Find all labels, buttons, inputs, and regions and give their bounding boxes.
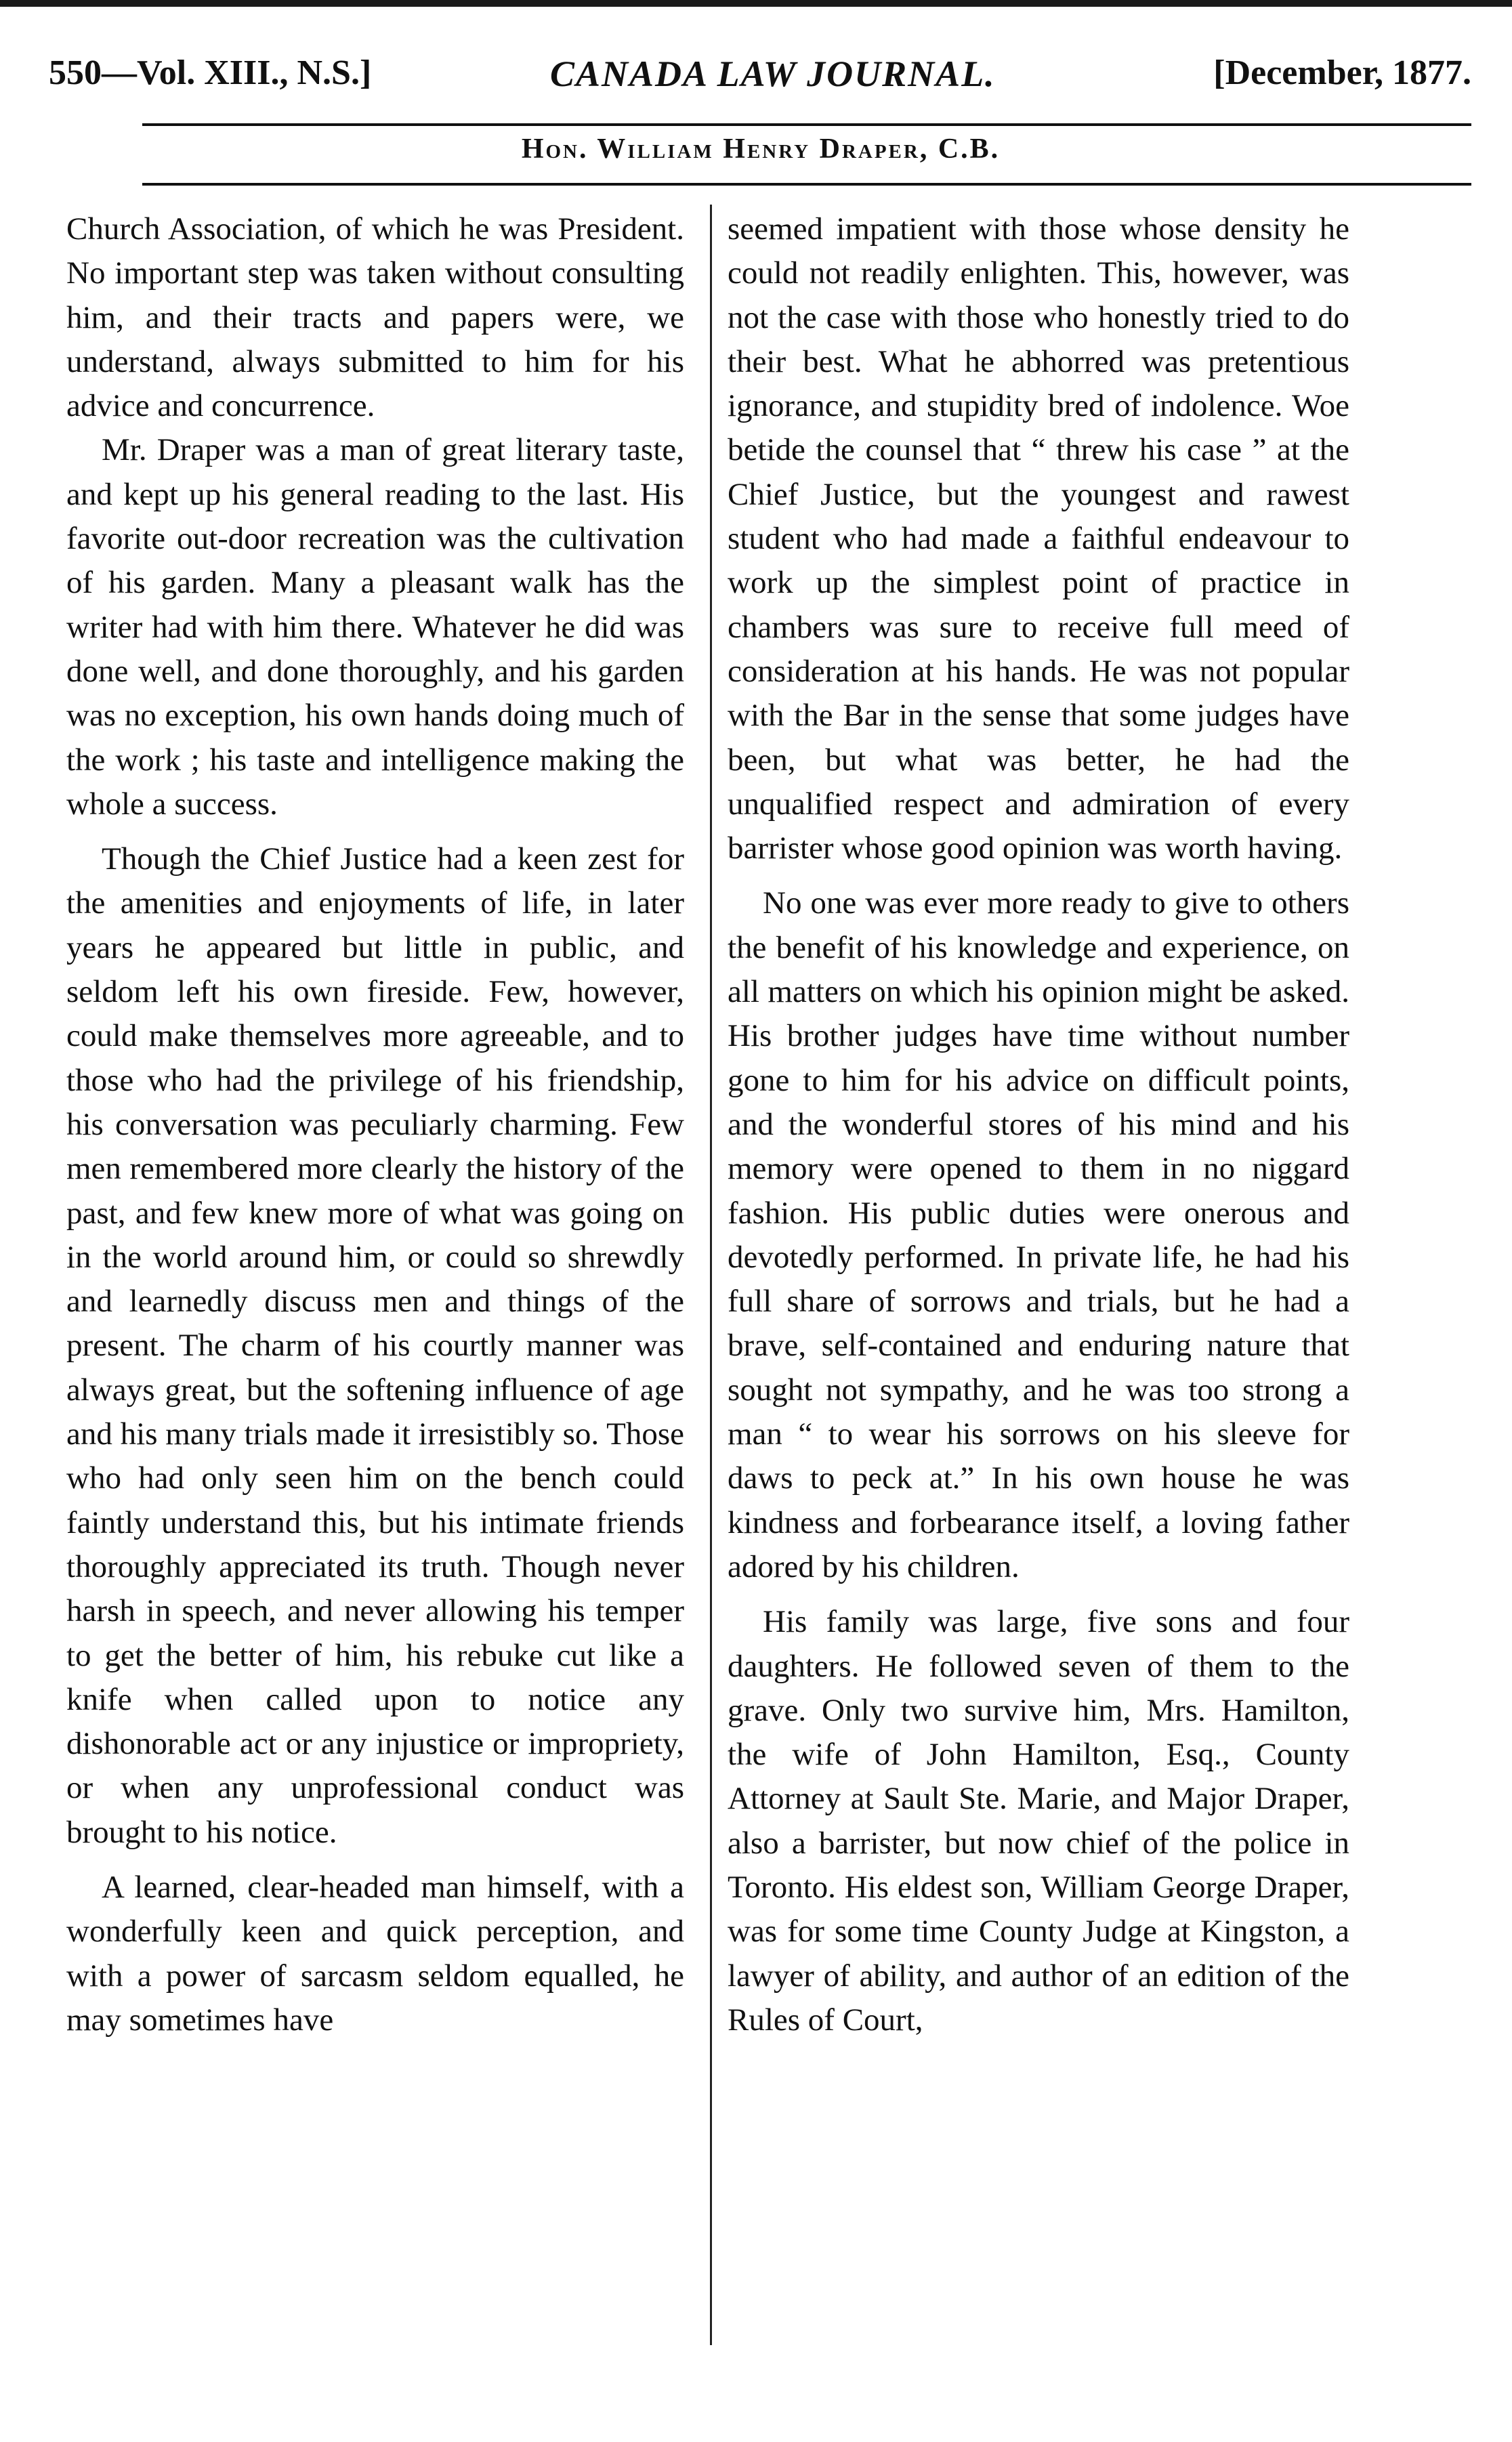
running-header: [49, 53, 1471, 100]
header-rule-top: [142, 123, 1471, 126]
page-reference: 550—Vol. XIII., N.S.]: [49, 54, 372, 92]
header-rule-bottom: [142, 183, 1471, 186]
paragraph: Though the Chief Justice had a keen zest for the amenities and enjoyments of life, in later years he appeared but little in public, and seldom left his own fireside. Few, however, could make themselves more agreeable, and to those who had the privilege of his friendship, his conversation was peculiarly charming. Few men remembered more clearly the history of the past, and few knew more of what was going on in the world around him, or could so shrewdly and learnedly discuss men and things of the present. The charm of his courtly manner was always great, but the softening influence of age and his many trials made it irresistibly so. Those who had only seen him on the bench could faintly understand this, but his intimate friends thoroughly appreciated its truth. Though never harsh in speech, and never allowing his temper to get the better of him, his rebuke cut like a knife when called upon to notice any dishonorable act or any injustice or impropriety, or when any unprofessional conduct was brought to his notice.: [66, 841, 684, 1850]
paragraph: A learned, clear-headed man himself, with a wonderfully keen and quick perception, and with a power of sarcasm seldom equalled, he may sometimes have: [66, 1869, 684, 2038]
column-divider: [710, 205, 712, 2345]
left-column: [66, 207, 684, 2042]
paragraph: Church Association, of which he was President. No important step was taken without consulting him, and their tracts and papers were, we understand, always submitted to him for his advice and concurrence.: [66, 211, 684, 424]
journal-title: CANADA LAW JOURNAL.: [550, 54, 996, 94]
top-border: [0, 0, 1512, 7]
paragraph: His family was large, five sons and four daughters. He followed seven of them to the grave. Only two survive him, Mrs. Hamilton, the wife of John Hamilton, Esq., County Attorney at Sault Ste. Marie, and Major Draper, also a barrister, but now chief of the police in Toronto. His eldest son, William George Draper, was for some time County Judge at Kingston, a lawyer of ability, and author of an edition of the Rules of Court,: [728, 1604, 1349, 2038]
paragraph: Mr. Draper was a man of great literary taste, and kept up his general reading to the last. His favorite out-door recreation was the cultivation of his garden. Many a pleasant walk has the writer had with him there. Whatever he did was done well, and done thoroughly, and his garden was no exception, his own hands doing much of the work ; his taste and intelligence making the whole a success.: [66, 432, 684, 822]
paragraph: No one was ever more ready to give to others the benefit of his knowledge and experience, on all matters on which his opinion might be asked. His brother judges have time without number gone to him for his advice on difficult points, and the wonderful stores of his mind and his memory were opened to them in no niggard fashion. His public duties were onerous and devotedly performed. In private life, he had his full share of sorrows and trials, but he had a brave, self-contained and enduring nature that sought not sympathy, and he was too strong a man “ to wear his sorrows on his sleeve for daws to peck at.” In his own house he was kindness and forbearance itself, a loving father adored by his children.: [728, 885, 1349, 1584]
issue-date: [December, 1877.: [1213, 54, 1471, 92]
right-column: [728, 207, 1349, 2042]
paragraph: seemed impatient with those whose density he could not readily enlighten. This, however, was not the case with those who honestly tried to do their best. What he abhorred was pretentious ignorance, and stupidity bred of indolence. Woe betide the counsel that “ threw his case ” at the Chief Justice, but the youngest and rawest student who had made a faithful endeavour to work up the simplest point of practice in chambers was sure to receive full meed of consideration at his hands. He was not popular with the Bar in the sense that some judges have been, but what was better, he had the unqualified respect and admiration of every barrister whose good opinion was worth having.: [728, 211, 1349, 866]
article-subheader: Hon. William Henry Draper, C.B.: [521, 133, 1001, 165]
